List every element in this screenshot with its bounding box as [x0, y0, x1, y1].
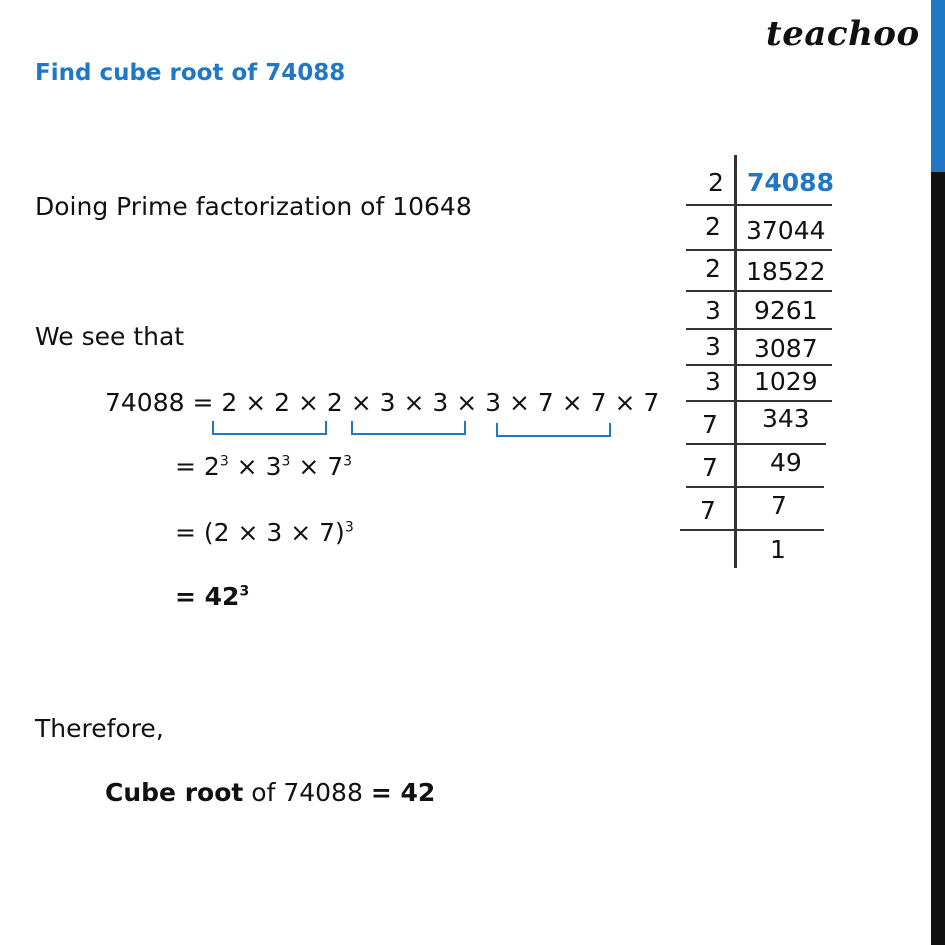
quotient: 9261 — [754, 296, 818, 325]
division-rule — [686, 400, 832, 402]
equation-line-3: = $(2 \times 3 \times 7)^3$ — [175, 518, 354, 547]
quotient: 18522 — [746, 257, 826, 286]
division-rule — [686, 486, 824, 488]
equation-line-1 — [105, 388, 659, 417]
scrollbar-thumb[interactable] — [931, 0, 945, 172]
teachoo-logo: teachoo — [766, 14, 920, 54]
divisor: 2 — [705, 212, 721, 241]
divisor: 7 — [700, 496, 716, 525]
divisor: 7 — [702, 410, 718, 439]
divisor: 3 — [705, 296, 721, 325]
group-brace-7 — [496, 423, 611, 437]
division-rule — [680, 529, 824, 531]
quotient: 37044 — [746, 216, 826, 245]
dividend-start: 74088 — [747, 168, 834, 197]
quotient: 1029 — [754, 367, 818, 396]
division-rule — [686, 328, 832, 330]
division-rule — [686, 204, 832, 206]
quotient: 3087 — [754, 334, 818, 363]
group-brace-3 — [351, 421, 466, 435]
conclusion-text: Cube root of 74088 = 42 — [105, 778, 436, 807]
division-rule — [686, 443, 826, 445]
division-rule — [686, 364, 832, 366]
equation-line-4: = $42^3$ — [175, 582, 250, 611]
division-rule — [686, 290, 832, 292]
divisor: 3 — [705, 367, 721, 396]
division-rule — [686, 249, 832, 251]
quotient: 49 — [770, 448, 802, 477]
group-brace-2 — [212, 421, 327, 435]
quotient: 343 — [762, 404, 810, 433]
quotient: 7 — [771, 491, 787, 520]
quotient-final: 1 — [770, 535, 786, 564]
divisor: 2 — [705, 254, 721, 283]
equation-line-2: = $2^3 \times 3^3 \times 7^3$ — [175, 452, 353, 481]
equation-factors: 2 × 2 × 2 × 3 × 3 × 3 × 7 × 7 × 7 — [221, 388, 660, 417]
page-title: Find cube root of 74088 — [35, 60, 346, 86]
we-see-text: We see that — [35, 322, 185, 351]
division-vertical-line — [734, 155, 737, 568]
divisor: 2 — [708, 168, 724, 197]
therefore-text: Therefore, — [35, 714, 164, 743]
intro-text: Doing Prime factorization of 10648 — [35, 192, 472, 221]
divisor: 3 — [705, 332, 721, 361]
divisor: 7 — [702, 453, 718, 482]
equation-lhs: 74088 = — [105, 388, 222, 417]
